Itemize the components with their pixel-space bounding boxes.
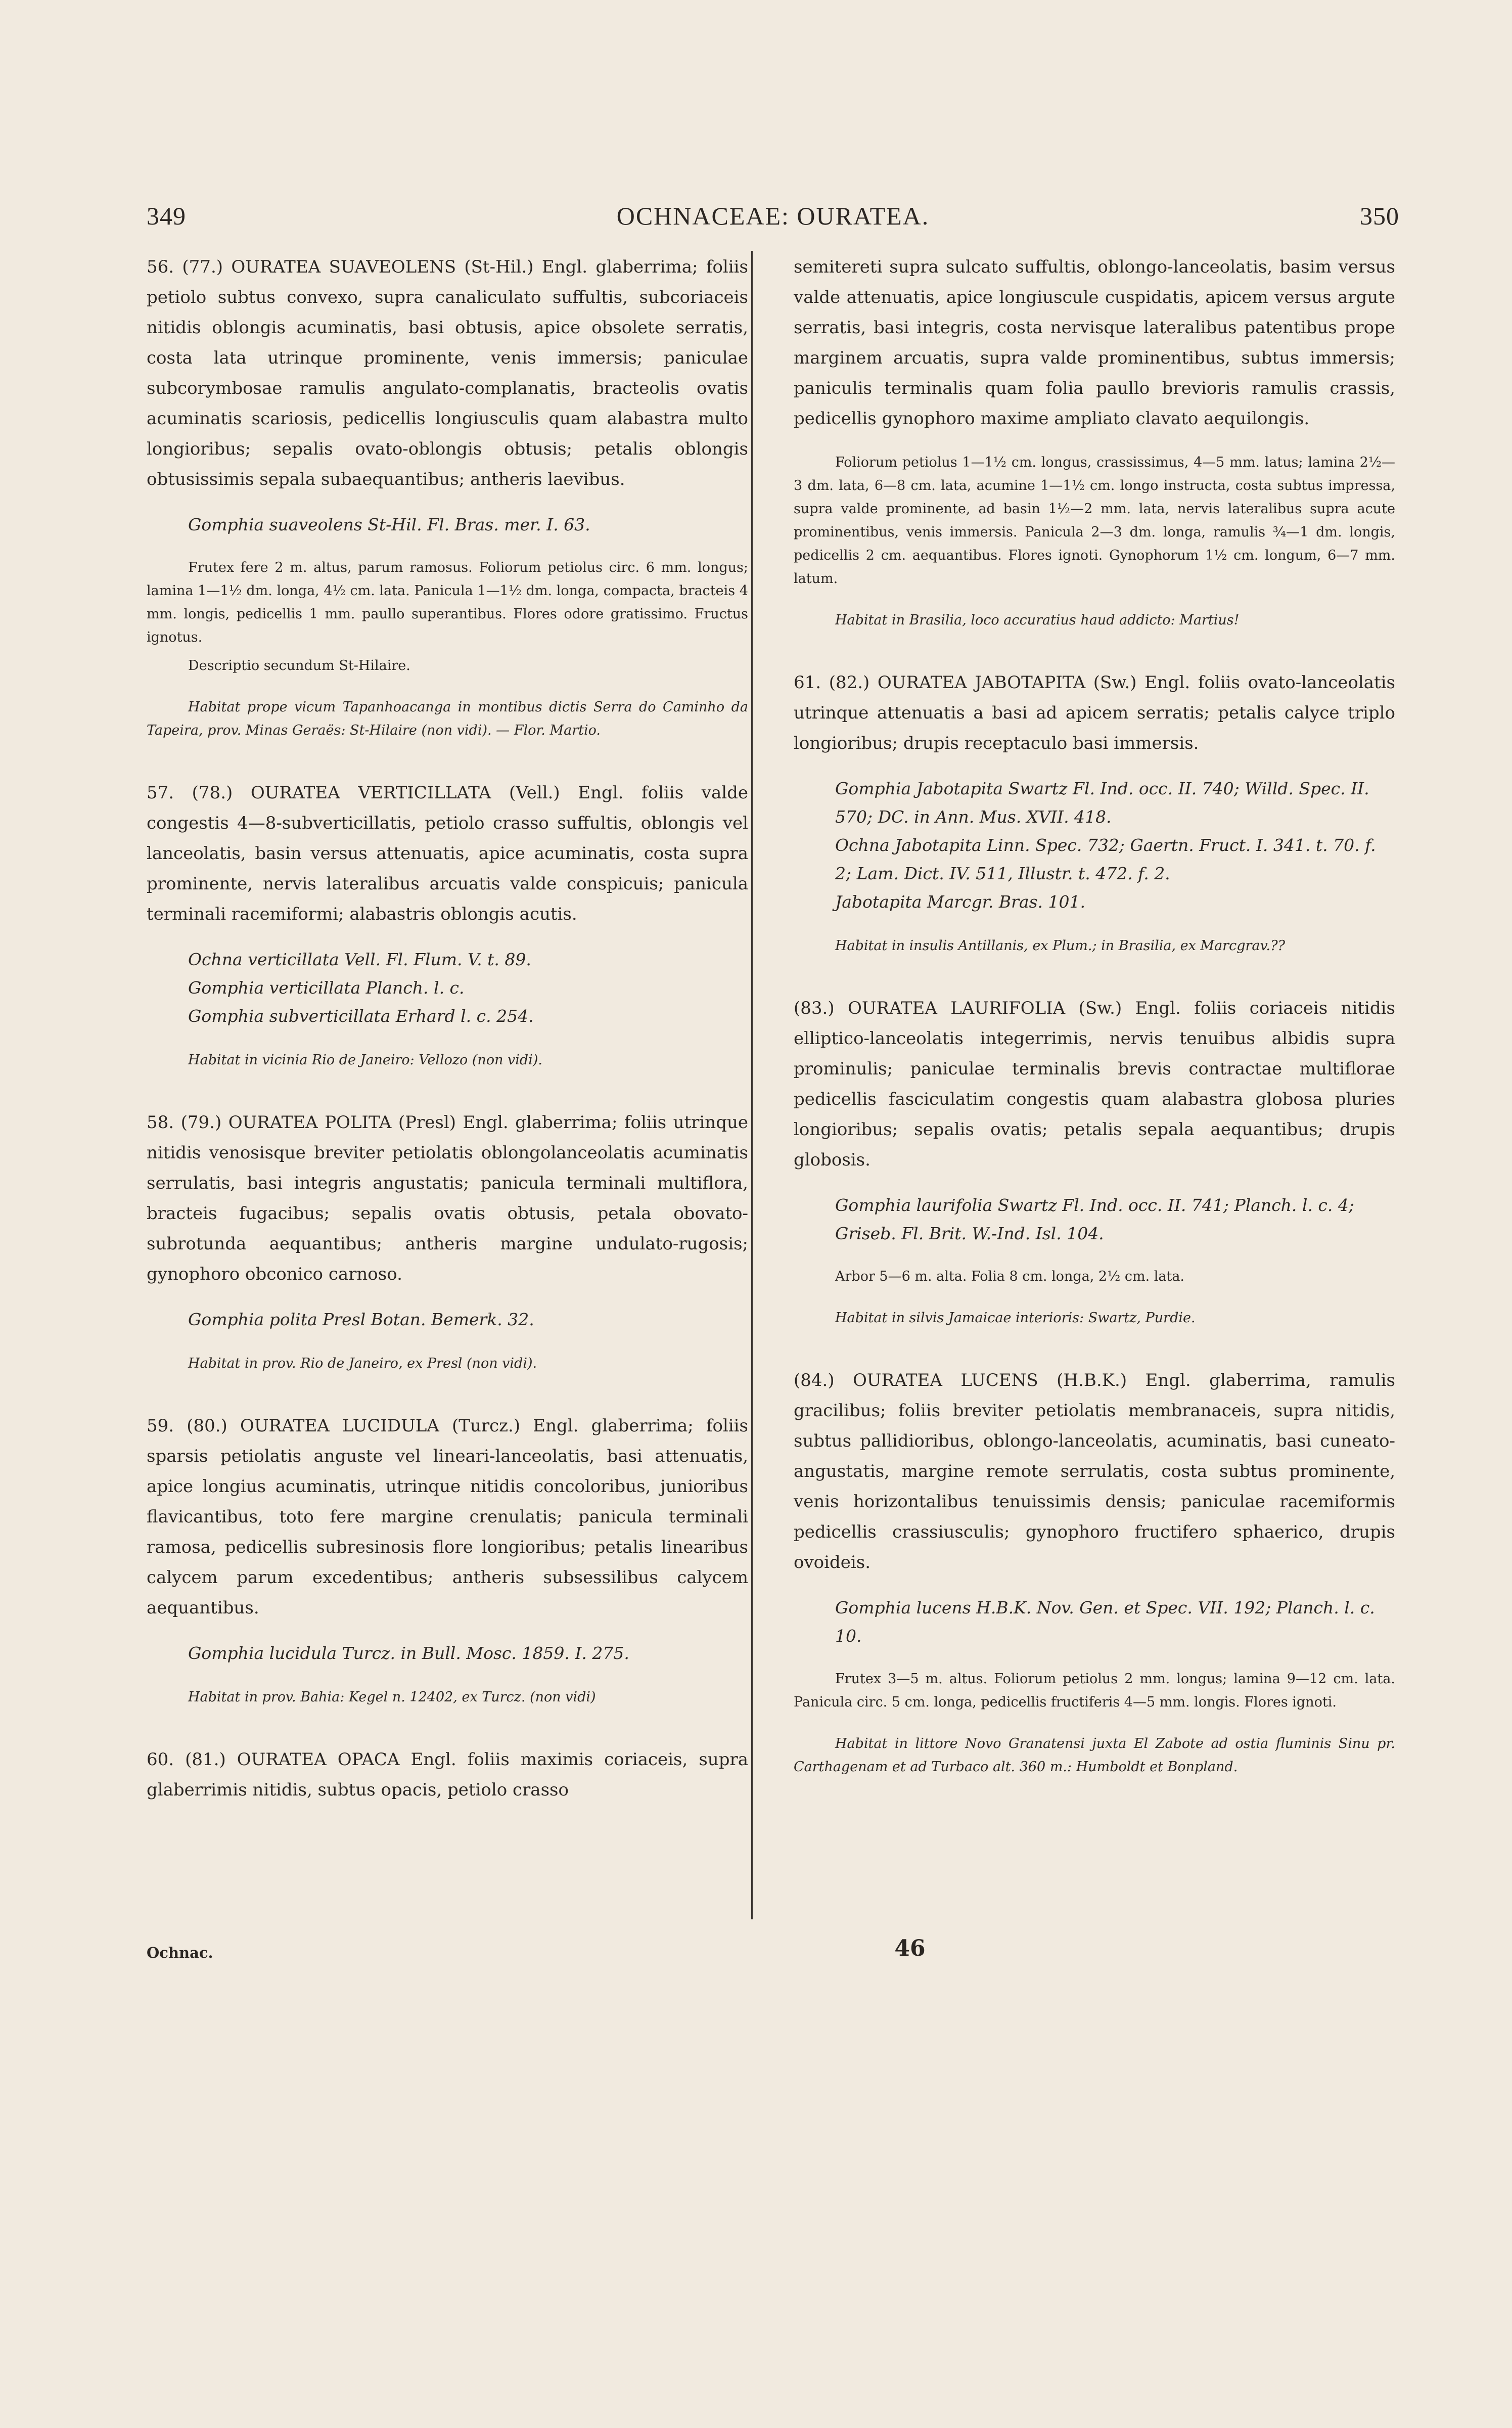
species-entry: [147, 1744, 748, 1805]
species-description: Foliorum petiolus 1—1½ cm. longus, crassissimus, 4—5 mm. latus; lamina 2½—3 dm. lata, 6—8 cm. lata, acumine 1—1½ cm. longo instructa, costa subtus impressa, supra valde prominente, ad basin 1½—2 mm. lata, nervis lateralibus supra acute prominentibus, venis immersis. Panicula 2—3 dm. longa, ramulis ¾—1 dm. longis, pedicellis 2 cm. aequantibus. Flores ignoti. Gynophorum 1½ cm. longum, 6—7 mm. latum.: [794, 455, 1395, 587]
species-entry: [147, 1411, 748, 1709]
species-entry: [147, 252, 748, 742]
species-description: Arbor 5—6 m. alta. Folia 8 cm. longa, 2½ cm. lata.: [835, 1269, 1185, 1284]
synonym-line: Gomphia lucens H.B.K. Nov. Gen. et Spec. VII. 192; Planch. l. c. 10.: [835, 1598, 1375, 1646]
synonymy: [835, 775, 1395, 916]
synonym-line: Ochna verticillata Vell. Fl. Flum. V. t. 89.: [188, 950, 531, 969]
habitat-note: Habitat in silvis Jamaicae interioris: Swartz, Purdie.: [835, 1310, 1196, 1326]
synonym-line: Jabotapita Marcgr. Bras. 101.: [835, 892, 1085, 912]
species-diagnosis: (84.) OURATEA LUCENS (H.B.K.) Engl. glaberrima, ramulis gracilibus; foliis breviter petiolatis membranaceis, supra nitidis, subtus pallidioribus, oblongo-lanceolatis, acuminatis, basi cuneato-angustatis, margine remote serrulatis, costa subtus prominente, venis horizontalibus tenuissimis densis; paniculae racemiformis pedicellis crassiusculis; gynophoro fructifero sphaerico, drupis ovoideis.: [794, 1370, 1395, 1572]
synonymy: [835, 1191, 1395, 1248]
synonym-line: Gomphia suaveolens St-Hil. Fl. Bras. mer. I. 63.: [188, 515, 590, 534]
synonymy: [188, 946, 748, 1030]
species-entry: [794, 993, 1395, 1330]
synonymy: [188, 511, 748, 539]
running-title: OCHNACEAE: OURATEA.: [616, 202, 930, 230]
habitat-note: Habitat in vicinia Rio de Janeiro: Vellozo (non vidi).: [188, 1052, 542, 1068]
habitat-note: Habitat in prov. Rio de Janeiro, ex Presl (non vidi).: [188, 1356, 537, 1371]
synonym-line: Gomphia laurifolia Swartz Fl. Ind. occ. II. 741; Planch. l. c. 4; Griseb. Fl. Brit. W.-Ind. Isl. 104.: [835, 1195, 1355, 1243]
species-diagnosis: 60. (81.) OURATEA OPACA Engl. foliis maximis coriaceis, supra glaberrimis nitidis, subtus opacis, petiolo crasso: [147, 1749, 748, 1800]
species-diagnosis: 59. (80.) OURATEA LUCIDULA (Turcz.) Engl. glaberrima; foliis sparsis petiolatis anguste vel lineari-lanceolatis, basi attenuatis, apice longius acuminatis, utrinque nitidis concoloribus, junioribus flavicantibus, toto fere margine crenulatis; panicula terminali ramosa, pedicellis subresinosis flore longioribus; petalis linearibus calycem parum excedentibus; antheris subsessilibus calycem aequantibus.: [147, 1416, 748, 1618]
right-page-number: 350: [1360, 202, 1399, 230]
species-entry: [147, 1107, 748, 1375]
species-description: Frutex 3—5 m. altus. Foliorum petiolus 2 mm. longus; lamina 9—12 cm. lata. Panicula circ. 5 cm. longa, pedicellis fructiferis 4—5 mm. longis. Flores ignoti.: [794, 1671, 1395, 1710]
synonym-line: Gomphia subverticillata Erhard l. c. 254.: [188, 1006, 534, 1026]
species-entry: [794, 667, 1395, 958]
habitat-note: Habitat in Brasilia, loco accuratius haud addicto: Martius!: [835, 612, 1240, 628]
synonymy: [835, 1594, 1395, 1650]
habitat-note: Habitat in insulis Antillanis, ex Plum.; in Brasilia, ex Marcgrav.??: [835, 938, 1286, 954]
left-page-number: 349: [147, 202, 186, 230]
page-header: [147, 201, 1399, 237]
species-diagnosis: 61. (82.) OURATEA JABOTAPITA (Sw.) Engl. foliis ovato-lanceolatis utrinque attenuatis a basi ad apicem serratis; petalis calyce triplo longioribus; drupis receptaculo basi immersis.: [794, 672, 1395, 753]
synonym-line: Ochna Jabotapita Linn. Spec. 732; Gaertn. Fruct. I. 341. t. 70. f. 2; Lam. Dict. IV. 511, Illustr. t. 472. f. 2.: [835, 835, 1376, 883]
habitat-note: Habitat in littore Novo Granatensi juxta El Zabote ad ostia fluminis Sinu pr. Carthagenam et ad Turbaco alt. 360 m.: Humboldt et Bonpland.: [794, 1736, 1395, 1775]
species-entry: [794, 1365, 1395, 1779]
species-entry-continued: [794, 252, 1395, 632]
species-entry: [147, 778, 748, 1072]
sheet-number: 46: [894, 1936, 926, 1961]
left-column: [147, 252, 748, 1840]
description-source: Descriptio secundum St-Hilaire.: [188, 658, 410, 673]
species-diagnosis: 58. (79.) OURATEA POLITA (Presl) Engl. glaberrima; foliis utrinque nitidis venosisque breviter petiolatis oblongolanceolatis acuminatis serrulatis, basi integris angustatis; panicula terminali multiflora, bracteis fugacibus; sepalis ovatis obtusis, petala obovato-subrotunda aequantibus; antheris margine undulato-rugosis; gynophoro obconico carnoso.: [147, 1112, 748, 1284]
species-diagnosis: 57. (78.) OURATEA VERTICILLATA (Vell.) Engl. foliis valde congestis 4—8-subverticillatis, petiolo crasso suffultis, oblongis vel lanceolatis, basin versus attenuatis, apice acuminatis, costa supra prominente, nervis lateralibus arcuatis valde conspicuis; panicula terminali racemiformi; alabastris oblongis acutis.: [147, 783, 748, 924]
habitat-note: Habitat prope vicum Tapanhoacanga in montibus dictis Serra do Caminho da Tapeira, prov. Minas Geraës: St-Hilaire (non vidi). — Flor. Martio.: [147, 699, 748, 738]
synonym-line: Gomphia polita Presl Botan. Bemerk. 32.: [188, 1310, 534, 1329]
species-diagnosis: (83.) OURATEA LAURIFOLIA (Sw.) Engl. foliis coriaceis nitidis elliptico-lanceolatis integerrimis, nervis tenuibus albidis supra prominulis; paniculae terminalis brevis contractae multiflorae pedicellis fasciculatim congestis quam alabastra globosa pluries longioribus; sepalis ovatis; petalis sepala aequantibus; drupis globosis.: [794, 998, 1395, 1170]
species-description: Frutex fere 2 m. altus, parum ramosus. Foliorum petiolus circ. 6 mm. longus; lamina 1—1½ dm. longa, 4½ cm. lata. Panicula 1—1½ dm. longa, compacta, bracteis 4 mm. longis, pedicellis 1 mm. paullo superantibus. Flores odore gratissimo. Fructus ignotus.: [147, 560, 748, 645]
synonym-line: Gomphia verticillata Planch. l. c.: [188, 978, 465, 998]
synonymy: [188, 1306, 748, 1334]
synonym-line: Gomphia Jabotapita Swartz Fl. Ind. occ. II. 740; Willd. Spec. II. 570; DC. in Ann. Mus. XVII. 418.: [835, 779, 1369, 827]
column-divider: [751, 251, 753, 1919]
synonymy: [188, 1639, 748, 1668]
species-diagnosis: semitereti supra sulcato suffultis, oblongo-lanceolatis, basim versus valde attenuatis, apice longiuscule cuspidatis, apicem versus argute serratis, basi integris, costa nervisque lateralibus patentibus prope marginem arcuatis, supra valde prominentibus, subtus immersis; paniculis terminalis quam folia paullo brevioris ramulis crassis, pedicellis gynophoro maxime ampliato clavato aequilongis.: [794, 257, 1395, 429]
species-diagnosis: 56. (77.) OURATEA SUAVEOLENS (St-Hil.) Engl. glaberrima; foliis petiolo subtus convexo, supra canaliculato suffultis, subcoriaceis nitidis oblongis acuminatis, basi obtusis, apice obsolete serratis, costa lata utrinque prominente, venis immersis; paniculae subcorymbosae ramulis angulato-complanatis, bracteolis ovatis acuminatis scariosis, pedicellis longiusculis quam alabastra multo longioribus; sepalis ovato-oblongis obtusis; petalis oblongis obtusissimis sepala subaequantibus; antheris laevibus.: [147, 257, 748, 489]
signature-mark: Ochnac.: [147, 1944, 213, 1961]
habitat-note: Habitat in prov. Bahia: Kegel n. 12402, ex Turcz. (non vidi): [188, 1689, 596, 1705]
right-column: [794, 252, 1395, 1814]
synonym-line: Gomphia lucidula Turcz. in Bull. Mosc. 1859. I. 275.: [188, 1643, 629, 1663]
